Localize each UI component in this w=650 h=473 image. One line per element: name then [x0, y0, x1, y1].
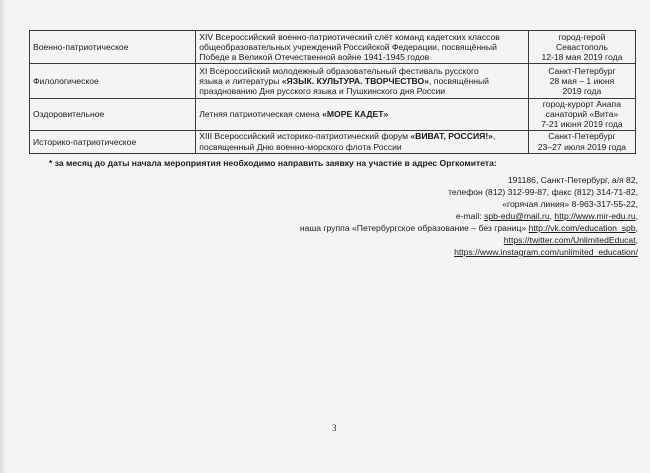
event-title-bold: «ВИВАТ, РОССИЯ!» — [410, 131, 493, 142]
table-row — [30, 130, 636, 153]
table-row — [30, 31, 636, 64]
event-title-bold: «ЯЗЫК. КУЛЬТУРА. ТВОРЧЕСТВО» — [281, 75, 430, 86]
event-title-bold: «МОРЕ КАДЕТ» — [322, 109, 389, 120]
place-line: 12-18 мая 2019 года — [541, 52, 623, 63]
twitter-link[interactable]: https://twitter.com/UnlimitedEducat — [503, 235, 636, 245]
event-line: Победе в Великой Отечественной войне 1941-1945 годов — [199, 52, 430, 63]
vk-link[interactable]: http://vk.com/education_spb — [528, 223, 636, 233]
place-date-cell — [528, 31, 635, 64]
vk-suffix: , — [635, 223, 638, 233]
table-row — [30, 99, 636, 131]
event-cell — [196, 31, 529, 64]
events-table — [29, 30, 636, 154]
footnote: * за месяц до даты начала мероприятия необходимо направить заявку на участие в адрес Оргкомитета: — [49, 158, 497, 168]
twitter-suffix: , — [635, 235, 638, 245]
page-edge-shadow — [0, 0, 6, 473]
event-cell — [196, 130, 529, 153]
website-link[interactable]: http://www.mir-edu.ru — [554, 211, 636, 221]
event-line: XI Всероссийский молодежный образовательный фестиваль русского — [199, 65, 479, 76]
direction-cell: Филологическое — [30, 64, 196, 99]
place-line: Санкт-Петербург — [548, 131, 616, 142]
place-line: Севастополь — [555, 41, 608, 52]
website-suffix: , — [635, 211, 638, 221]
event-cell — [196, 99, 529, 131]
instagram-link[interactable]: https://www.instagram.com/unlimited_education/ — [454, 247, 638, 257]
event-line: общеобразовательных учреждений Российской Федерации, посвящённый — [199, 41, 497, 52]
place-line: 28 мая – 1 июня — [549, 75, 615, 86]
phone-line: телефон (812) 312-99-87, факс (812) 314-71-82, — [448, 187, 638, 197]
group-line — [300, 222, 638, 234]
direction-cell: Военно-патриотическое — [30, 31, 196, 64]
place-line: 7-21 июня 2019 года — [541, 119, 623, 130]
event-line: празднованию Дня русского языка и Пушкинского дня России — [199, 86, 446, 97]
event-line: посвященный Дню военно-морского флота России — [199, 141, 402, 152]
page-number: 3 — [332, 423, 337, 433]
contacts-block — [300, 174, 638, 258]
hotline-line: «горячая линия» 8-963-317-55-22, — [502, 199, 638, 209]
direction-cell: Оздоровительное — [30, 99, 196, 131]
group-label: наша группа «Петербургское образование – без границ» — [299, 223, 529, 233]
event-line: XIV Всероссийский военно-патриотический слёт команд кадетских классов — [199, 31, 500, 42]
place-line: 2019 года — [562, 86, 602, 97]
place-line: город-герой — [558, 31, 606, 42]
instagram-line — [300, 246, 638, 258]
event-line: XIII Всероссийский историко-патриотический форум «ВИВАТ, РОССИЯ!», — [199, 131, 496, 142]
place-line: 23–27 июля 2019 года — [537, 141, 627, 152]
email-label: e-mail: — [455, 211, 485, 221]
direction-cell: Историко-патриотическое — [30, 130, 196, 153]
address-line: 191186, Санкт-Петербург, а/я 82, — [507, 175, 638, 185]
place-line: санаторий «Вита» — [545, 109, 619, 120]
email-separator: , — [549, 211, 555, 221]
place-date-cell — [528, 130, 635, 153]
place-date-cell — [528, 64, 635, 99]
twitter-line — [300, 234, 638, 246]
event-text: Летняя патриотическая смена — [199, 109, 323, 120]
email-line — [300, 210, 638, 222]
event-line: языка и литературы «ЯЗЫК. КУЛЬТУРА. ТВОРЧЕСТВО», посвящённый — [199, 75, 489, 86]
event-cell — [196, 64, 529, 99]
email-link[interactable]: spb-edu@mail.ru — [484, 211, 550, 221]
place-line: Санкт-Петербург — [548, 65, 616, 76]
table-row — [30, 64, 636, 99]
place-line: город-курорт Анапа — [542, 99, 621, 109]
place-date-cell — [528, 99, 635, 131]
